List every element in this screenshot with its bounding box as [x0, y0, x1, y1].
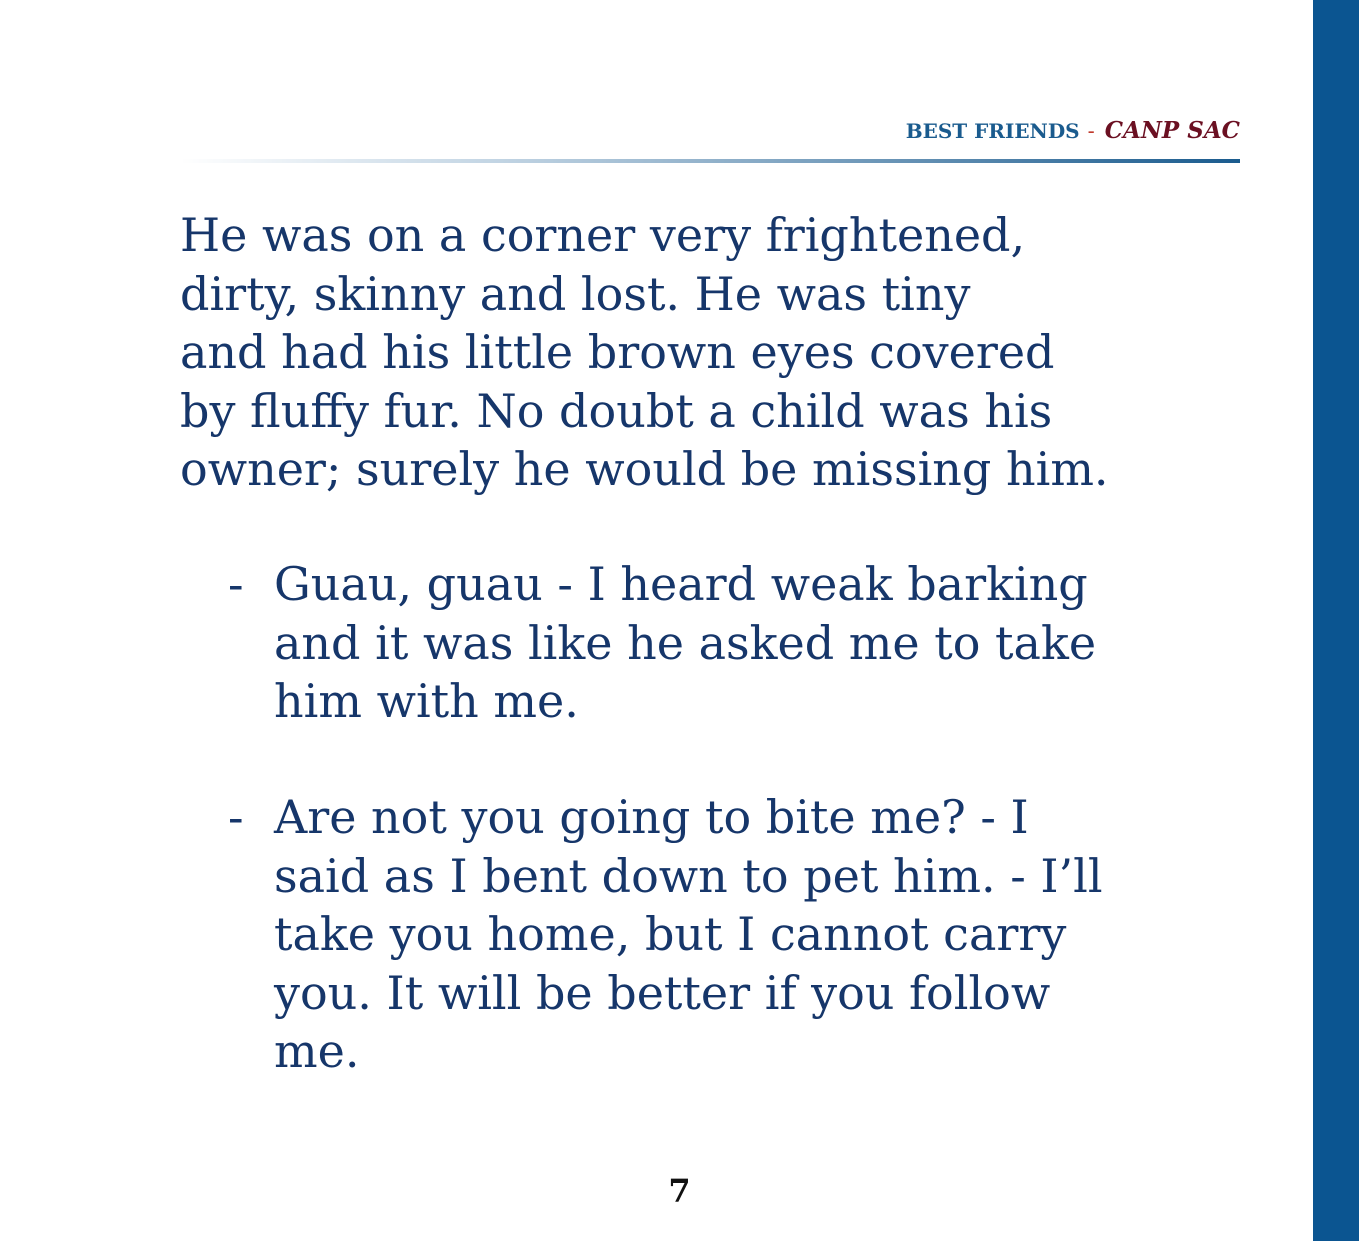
dialogue-line-2	[228, 788, 1308, 1081]
story-paragraph: He was on a corner very frightened, dirty, skinny and lost. He was tiny and had his little brown eyes covered by fluffy fur. No doubt a child was his owner; surely he would be missing him.	[180, 208, 1109, 496]
dialogue-line-1	[228, 555, 1308, 731]
dialogue-text: Guau, guau - I heard weak barking and it was like he asked me to take him with me.	[274, 557, 1097, 728]
dialogue-text: Are not you going to bite me? - I said as I bent down to pet him. - I’ll take you home, but I cannot carry you. It will be better if you follow me.	[274, 790, 1103, 1078]
running-header	[906, 116, 1240, 146]
header-organization: CANP SAC	[1104, 117, 1240, 144]
page-number: 7	[668, 1172, 691, 1210]
header-rule	[180, 159, 1240, 163]
dialogue-dash: -	[228, 557, 244, 611]
header-separator: -	[1087, 119, 1095, 143]
header-book-title: BEST FRIENDS	[905, 119, 1080, 143]
dialogue-dash: -	[228, 790, 244, 844]
side-accent-bar	[1313, 0, 1359, 1241]
